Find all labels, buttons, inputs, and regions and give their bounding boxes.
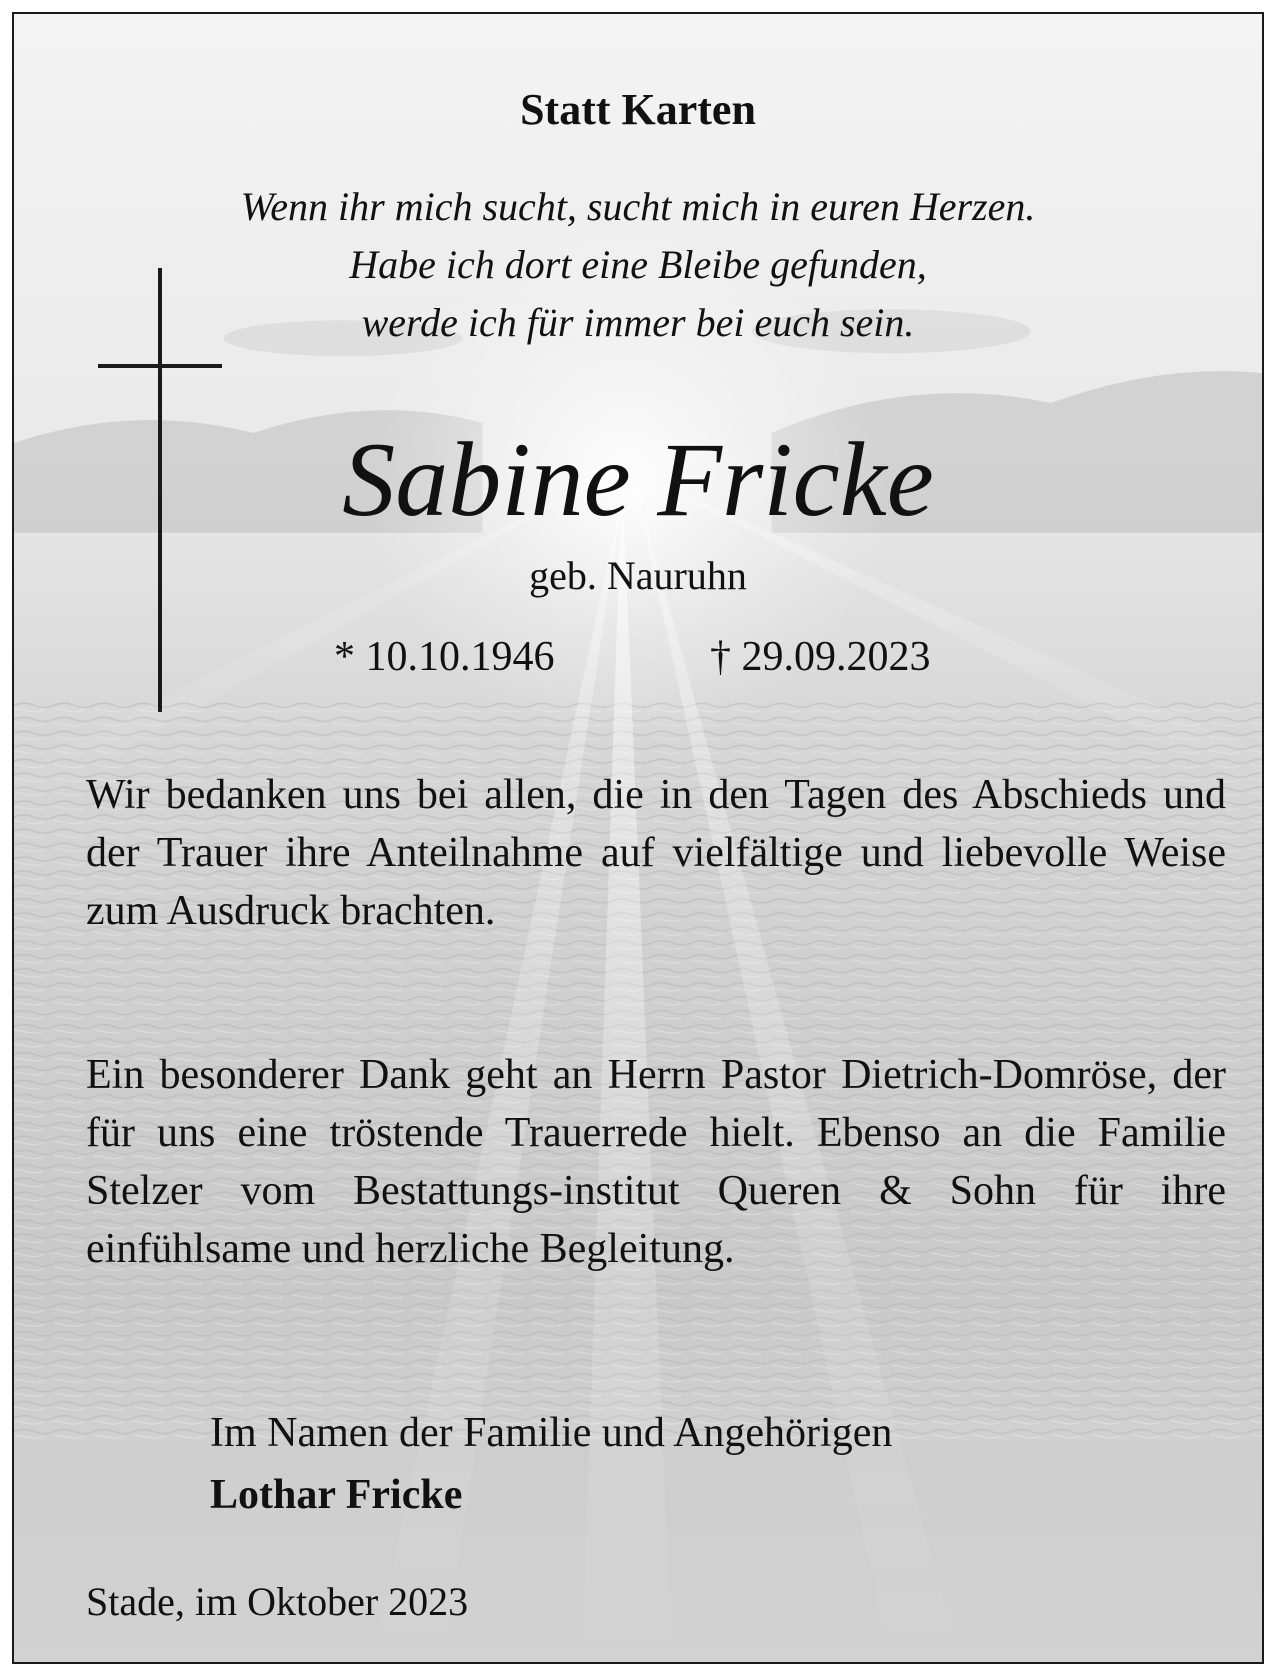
signer-name: Lothar Fricke	[210, 1472, 463, 1518]
poem-line: Habe ich dort eine Bleibe gefunden,	[349, 242, 927, 287]
special-thanks-paragraph: Ein besonderer Dank geht an Herrn Pastor Dietrich-Domröse, der für uns eine tröstende Trauerrede hielt. Ebenso an die Familie Stelzer vom Bestattungs-institut Queren & Sohn für ihre einfühlsame und herzliche Begleitung.	[86, 1052, 1226, 1272]
memorial-poem	[14, 178, 1262, 352]
poem-line: Wenn ihr mich sucht, sucht mich in euren Herzen.	[240, 184, 1036, 229]
closing-line: Im Namen der Familie und Angehörigen	[210, 1410, 893, 1456]
obituary-notice	[12, 12, 1264, 1664]
deceased-name: Sabine Fricke	[342, 421, 934, 538]
cross-horizontal-bar	[98, 364, 222, 368]
birth-date: * 10.10.1946	[334, 634, 555, 680]
death-date: † 29.09.2023	[710, 634, 931, 680]
poem-line: werde ich für immer bei euch sein.	[361, 300, 915, 345]
thanks-paragraph: Wir bedanken uns bei allen, die in den Tagen des Abschieds und der Trauer ihre Anteilnahme auf vielfältige und liebevolle Weise zum Ausdruck brachten.	[86, 772, 1226, 934]
maiden-name: geb. Nauruhn	[529, 553, 747, 598]
notice-heading: Statt Karten	[520, 85, 756, 134]
place-and-date: Stade, im Oktober 2023	[86, 1579, 469, 1624]
notice-content	[14, 14, 1262, 1662]
